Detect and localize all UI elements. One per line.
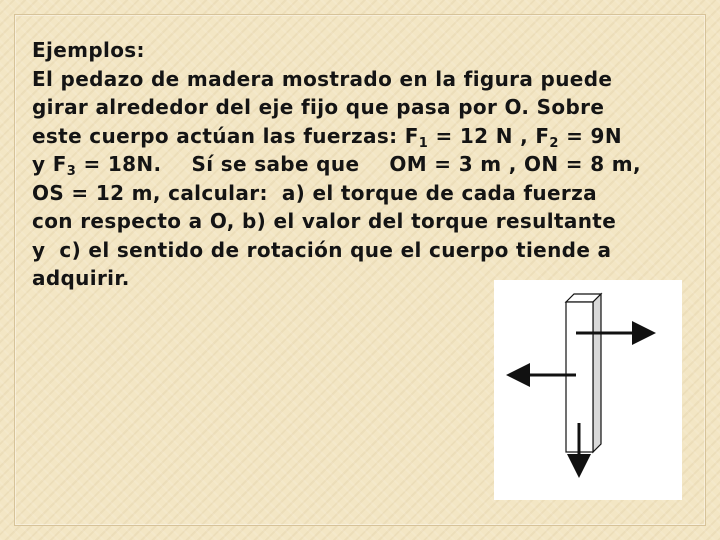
line3-part-a: este cuerpo actúan las fuerzas: F	[32, 123, 419, 148]
text-line-2: girar alrededor del eje fijo que pasa por O. Sobre	[32, 95, 605, 119]
text-line-3	[32, 122, 702, 151]
line3-part-c: = 9N	[558, 123, 622, 148]
text-line-5	[32, 179, 702, 208]
line4-part-b: = 18N.	[76, 152, 162, 176]
text-line-1: El pedazo de madera mostrado en la figura puede	[32, 66, 613, 91]
line5-part-b: a) el torque de cada fuerza	[281, 180, 597, 205]
line4-part-d: OM = 3 m , ON = 8 m,	[389, 152, 641, 176]
force-subscript-1: 1	[418, 135, 429, 151]
heading: Ejemplos:	[32, 38, 145, 62]
text-line-8: adquirir.	[32, 266, 130, 290]
text-line-6: con respecto a O, b) el valor del torque resultante	[32, 209, 617, 233]
slide-body-text	[32, 36, 702, 293]
line4-part-a: y F	[32, 152, 67, 176]
force-diagram-svg	[494, 280, 682, 500]
text-line-4	[32, 150, 702, 179]
text-line-7	[32, 236, 702, 265]
force-diagram	[494, 280, 682, 500]
bar-side-face	[593, 294, 601, 452]
line7-part-b: c) el sentido de rotación que el cuerpo tiende a	[59, 237, 612, 262]
line4-part-c: Sí se sabe que	[191, 152, 360, 176]
force-subscript-3: 3	[66, 164, 77, 179]
line5-part-a: OS = 12 m, calcular:	[32, 180, 268, 205]
force-subscript-2: 2	[549, 135, 559, 151]
line3-part-b: = 12 N , F	[428, 123, 550, 148]
line7-part-a: y	[32, 237, 46, 262]
